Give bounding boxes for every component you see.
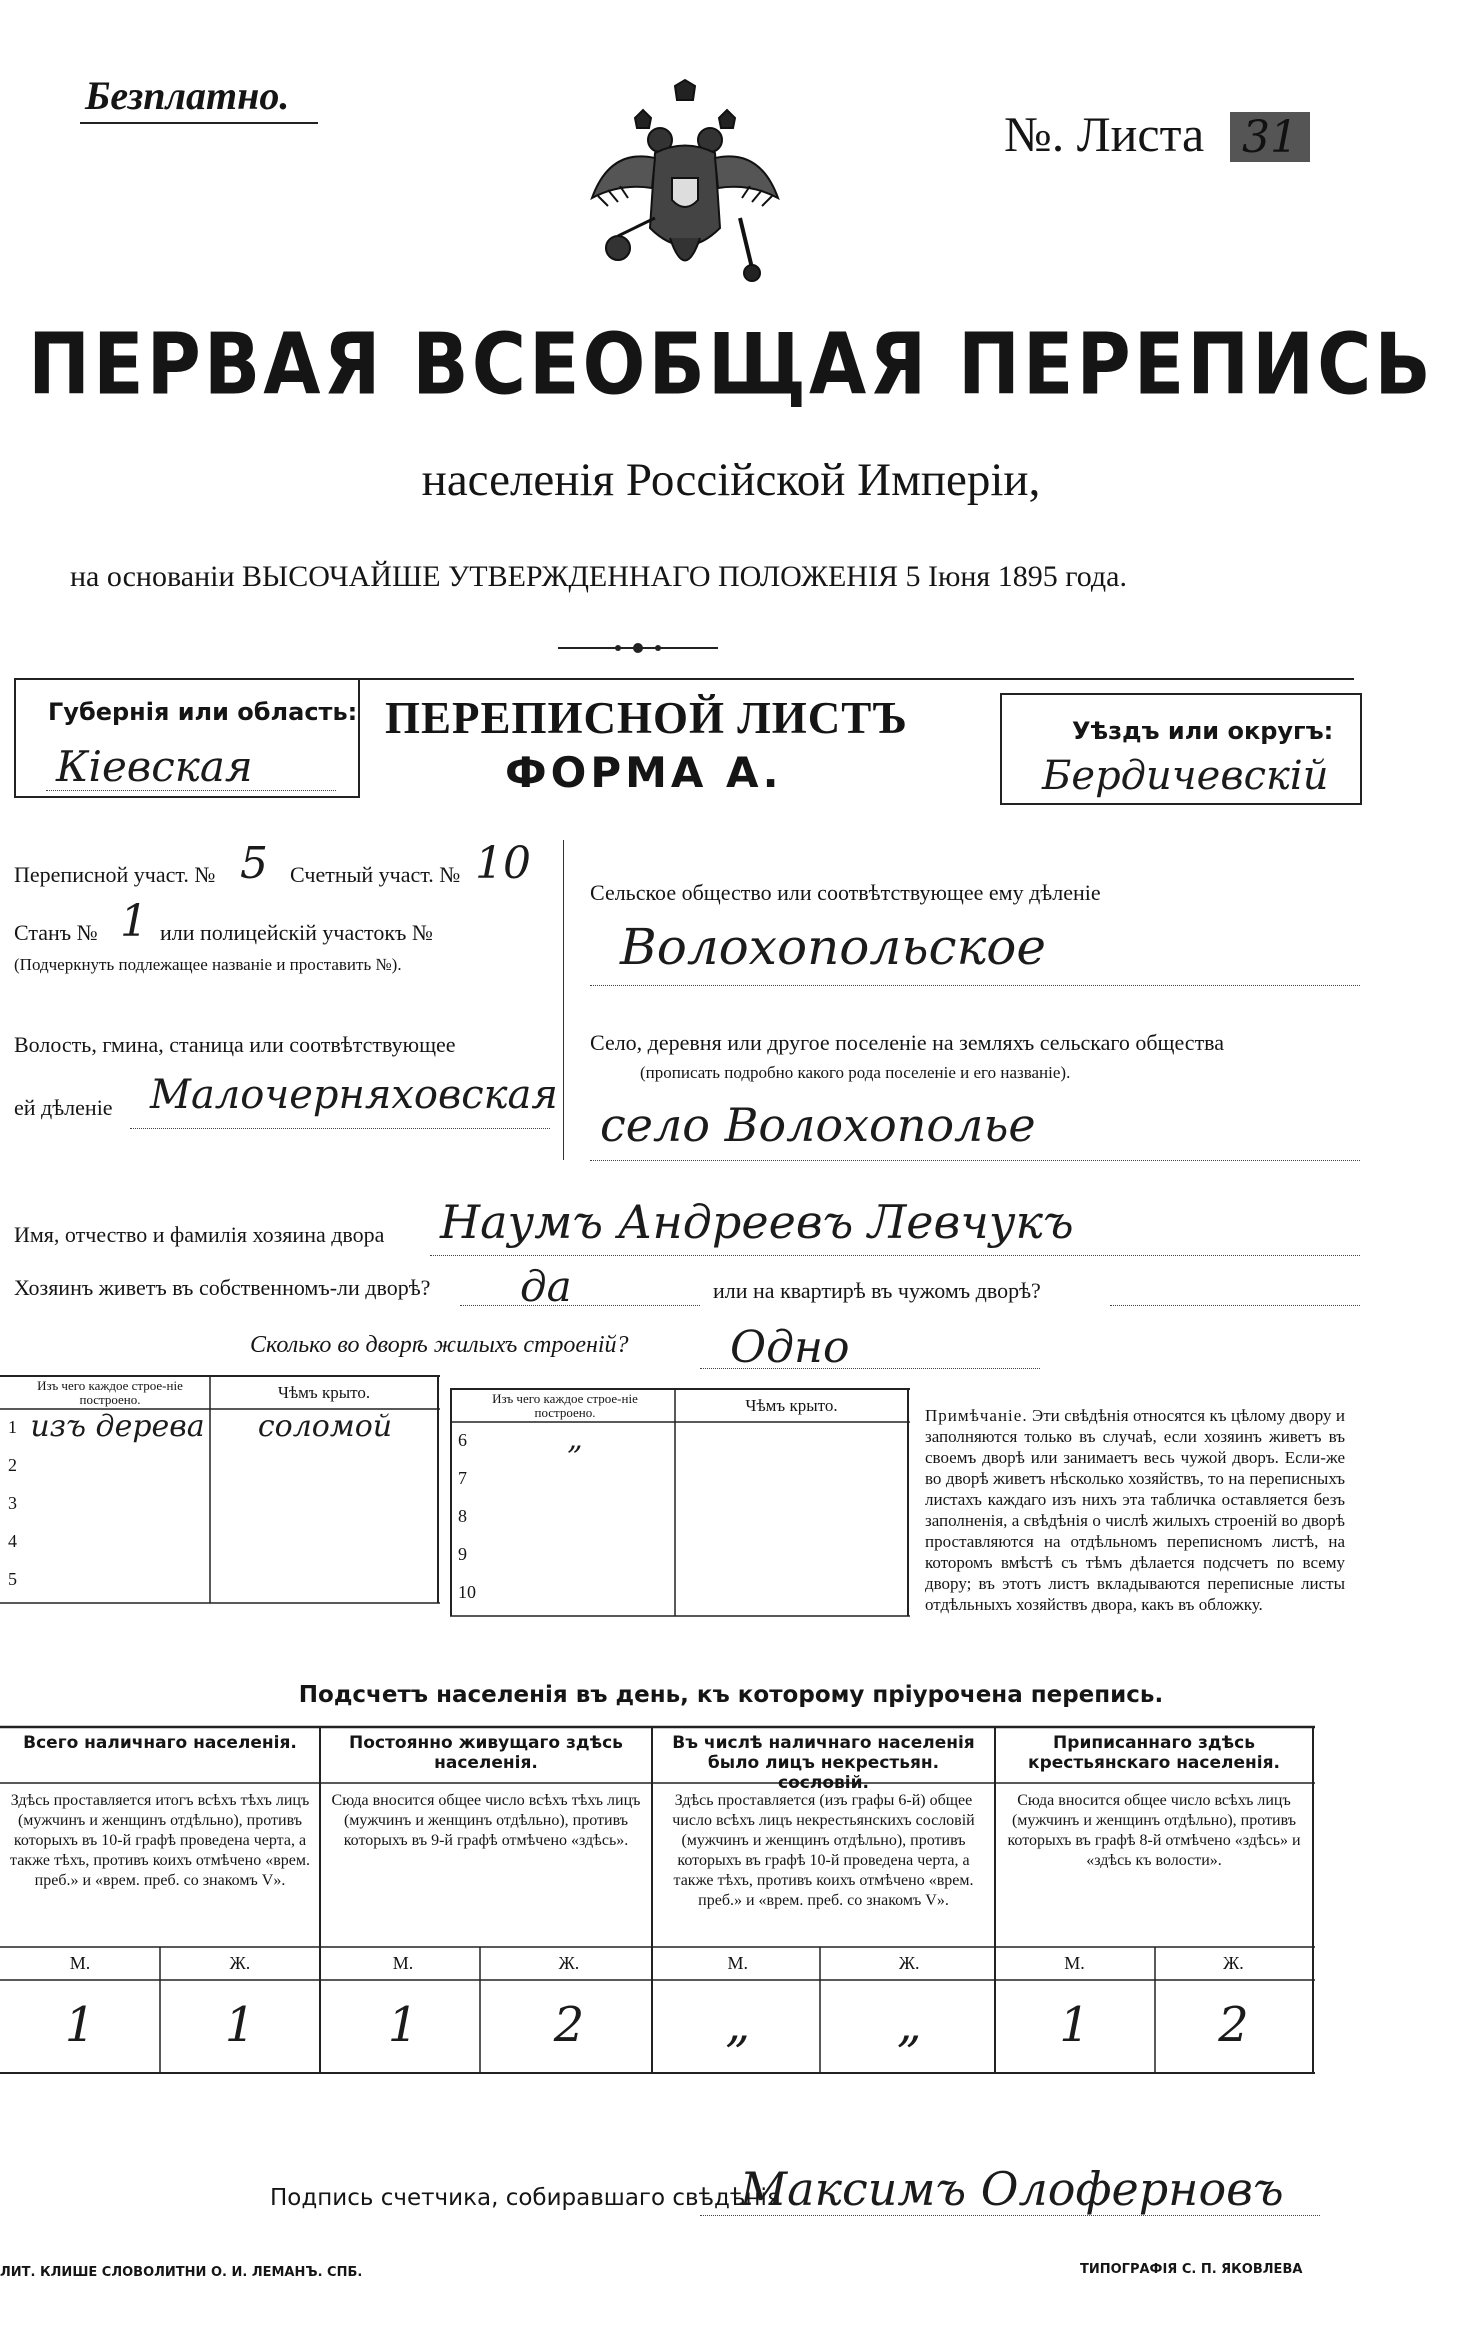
building-row-number: 4 — [8, 1531, 17, 1551]
sheet-number-label: №. Листа — [1004, 106, 1205, 162]
building-row-number: 7 — [458, 1468, 467, 1488]
building-material-cell[interactable]: изъ дерева — [30, 1409, 205, 1444]
count-table — [0, 1725, 1315, 2075]
census-section-label: Переписной участ. № — [14, 862, 216, 887]
underline-note: (Подчеркнуть подлежащее названіе и проставить №). — [14, 955, 402, 974]
own-yard-label: Хозяинъ живетъ въ собственномъ-ли дворѣ? — [14, 1275, 431, 1300]
coat-of-arms-icon — [580, 78, 790, 293]
note-block — [925, 1405, 1345, 1615]
note-text: Эти свѣдѣнія относятся къ цѣлому двору и заполняются только въ случаѣ, если хозяинъ живетъ въ своемъ дворѣ или занимаетъ весь чужой дворъ. Если-же во дворѣ живетъ нѣсколько хозяйствъ, то на переписныхъ листахъ каждаго изъ нихъ эта табличка оставляется безъ заполненія, а свѣдѣнія о числѣ жилыхъ строеній во дворѣ проставляются на отдѣльномъ переписномъ листѣ, на которомъ вмѣстѣ съ тѣмъ дѣлается подсчетъ по всему двору; въ этотъ листъ вкладываются переписные листы отдѣльныхъ хозяйствъ двора, какъ въ обложку. — [925, 1406, 1345, 1614]
buildings-count-value[interactable]: Одно — [730, 1322, 850, 1373]
building-row-number: 5 — [8, 1569, 17, 1589]
counting-section-label: Счетный участ. № — [290, 862, 461, 887]
form-name: ФОРМА А. — [505, 748, 783, 797]
volost-value[interactable]: Малочерняховская — [150, 1072, 558, 1118]
rented-label: или на квартирѣ въ чужомъ дворѣ? — [713, 1278, 1041, 1303]
police-label: или полицейскій участокъ № — [160, 920, 433, 945]
ornament-divider — [558, 640, 718, 654]
count-column-description: Здѣсь проставляется (изъ графы 6-й) общее число всѣхъ лицъ некрестьянскихъ сословій (мужчинъ и женщинъ отдѣльно), противъ которыхъ въ графѣ 10-й проведена черта, а также тѣхъ, противъ коихъ отмѣчено «врем. преб.» и «врем. преб. со знакомъ V». — [672, 1792, 975, 1909]
sheet-number-value: 31 — [1230, 112, 1310, 162]
sheet-title: ПЕРЕПИСНОЙ ЛИСТЪ — [385, 693, 908, 743]
district-label: Уѣздъ или округъ: — [1072, 717, 1334, 745]
building-row-number: 8 — [458, 1506, 467, 1526]
female-count-cell[interactable]: 1 — [224, 1997, 256, 2053]
female-count-cell[interactable]: 2 — [553, 1997, 585, 2053]
province-box — [14, 678, 360, 798]
col-material-heading: Изъ чего каждое строе-ніе построено. — [37, 1378, 183, 1407]
page-title: ПЕРВАЯ ВСЕОБЩАЯ ПЕРЕПИСЬ — [28, 315, 1434, 415]
buildings-count-label: Сколько во дворѣ жилыхъ строеній? — [250, 1332, 629, 1358]
count-column-heading: Постоянно живущаго здѣсь населенія. — [349, 1733, 623, 1773]
signature-label: Подпись счетчика, собиравшаго свѣдѣнія — [270, 2185, 781, 2211]
count-column-heading: Въ числѣ наличнаго населенія было лицъ некрестьян. сословій. — [672, 1733, 975, 1793]
building-row-number: 6 — [458, 1430, 467, 1450]
male-count-cell[interactable]: 1 — [1059, 1997, 1090, 2053]
count-column-description: Сюда вносится общее число всѣхъ лицъ (мужчинъ и женщинъ отдѣльно), противъ которыхъ въ графѣ 8-й отмѣчено «здѣсь» и «здѣсь къ волости». — [1007, 1792, 1301, 1869]
counting-section-value[interactable]: 10 — [475, 838, 531, 889]
volost-label-1: Волость, гмина, станица или соотвѣтствующее — [14, 1032, 456, 1057]
province-value[interactable]: Кіевская — [56, 742, 253, 791]
col-roof-heading-2: Чѣмъ крыто. — [745, 1396, 838, 1415]
female-label: Ж. — [898, 1953, 920, 1973]
owner-name-label: Имя, отчество и фамилія хозяина двора — [14, 1222, 385, 1247]
female-count-cell[interactable]: „ — [896, 1997, 922, 2053]
province-label: Губернія или область: — [48, 698, 358, 726]
female-label: Ж. — [558, 1953, 580, 1973]
form-header-topline — [14, 678, 1354, 680]
free-label-underline — [80, 122, 318, 124]
building-row-number: 2 — [8, 1455, 17, 1475]
building-material-cell[interactable]: „ — [567, 1422, 583, 1457]
building-row-number: 3 — [8, 1493, 17, 1513]
district-box — [1000, 693, 1362, 805]
buildings-table-right — [450, 1388, 910, 1618]
buildings-table-left — [0, 1375, 440, 1605]
free-label: Безплатно. — [85, 73, 290, 118]
male-label: М. — [392, 1953, 414, 1973]
count-column-description: Здѣсь проставляется итогъ всѣхъ тѣхъ лицъ (мужчинъ и женщинъ отдѣльно), противъ которыхъ въ 10-й графѣ проведена черта, а также тѣхъ, противъ коихъ отмѣчено «врем. преб.» и «врем. преб. со знакомъ V». — [10, 1792, 310, 1889]
male-count-cell[interactable]: „ — [725, 1997, 751, 2053]
society-value[interactable]: Волохопольское — [620, 918, 1047, 976]
vertical-divider — [563, 840, 564, 1160]
district-value[interactable]: Бердичевскій — [1042, 753, 1329, 799]
male-count-cell[interactable]: 1 — [64, 1997, 96, 2053]
village-label: Село, деревня или другое поселеніе на земляхъ сельскаго общества — [590, 1030, 1225, 1055]
building-row-number: 1 — [8, 1417, 17, 1437]
note-heading: Примѣчаніе. — [925, 1406, 1028, 1425]
female-label: Ж. — [1223, 1953, 1244, 1973]
page-subtitle: населенія Россійской Имперіи, — [421, 454, 1041, 506]
female-label: Ж. — [229, 1953, 251, 1973]
owner-name-value[interactable]: Наумъ Андреевъ Левчукъ — [440, 1195, 1074, 1249]
building-row-number: 10 — [458, 1582, 476, 1602]
female-count-cell[interactable]: 2 — [1218, 1997, 1249, 2053]
building-roof-cell[interactable]: соломой — [257, 1409, 393, 1444]
male-label: М. — [69, 1953, 91, 1973]
count-table-title: Подсчетъ населенія въ день, къ которому пріурочена перепись. — [298, 1682, 1164, 1708]
own-yard-value[interactable]: да — [520, 1262, 572, 1311]
male-label: М. — [1064, 1953, 1085, 1973]
village-value[interactable]: село Волохополье — [600, 1098, 1036, 1152]
stan-value[interactable]: 1 — [120, 896, 148, 947]
male-label: М. — [727, 1953, 748, 1973]
village-note: (прописать подробно какого рода поселеніе и его названіе). — [640, 1063, 1071, 1082]
stan-label: Станъ № — [14, 920, 98, 945]
col-material-heading-2: Изъ чего каждое строе-ніе построено. — [492, 1391, 638, 1420]
col-roof-heading: Чѣмъ крыто. — [277, 1383, 371, 1402]
volost-label-2: ей дѣленіе — [14, 1095, 113, 1120]
census-section-value[interactable]: 5 — [240, 838, 268, 889]
count-column-heading: Приписаннаго здѣсь крестьянскаго населенія. — [1028, 1733, 1280, 1773]
male-count-cell[interactable]: 1 — [387, 1997, 419, 2053]
building-row-number: 9 — [458, 1544, 467, 1564]
printer-left: ЛИТ. КЛИШЕ СЛОВОЛИТНИ О. И. ЛЕМАНЪ. СПБ. — [0, 2265, 363, 2280]
count-column-heading: Всего наличнаго населенія. — [23, 1733, 297, 1753]
count-column-description: Сюда вносится общее число всѣхъ тѣхъ лицъ (мужчинъ и женщинъ отдѣльно), противъ которыхъ въ 9-й графѣ отмѣчено «здѣсь». — [331, 1792, 641, 1849]
legal-basis: на основаніи ВЫСОЧАЙШЕ УТВЕРЖДЕННАГО ПОЛОЖЕНІЯ 5 Іюня 1895 года. — [70, 560, 1127, 593]
society-label: Сельское общество или соотвѣтствующее ему дѣленіе — [590, 880, 1101, 905]
printer-right: ТИПОГРАФІЯ С. П. ЯКОВЛЕВА — [1080, 2262, 1303, 2277]
signature-value[interactable]: Максимъ Олоферновъ — [740, 2162, 1284, 2216]
